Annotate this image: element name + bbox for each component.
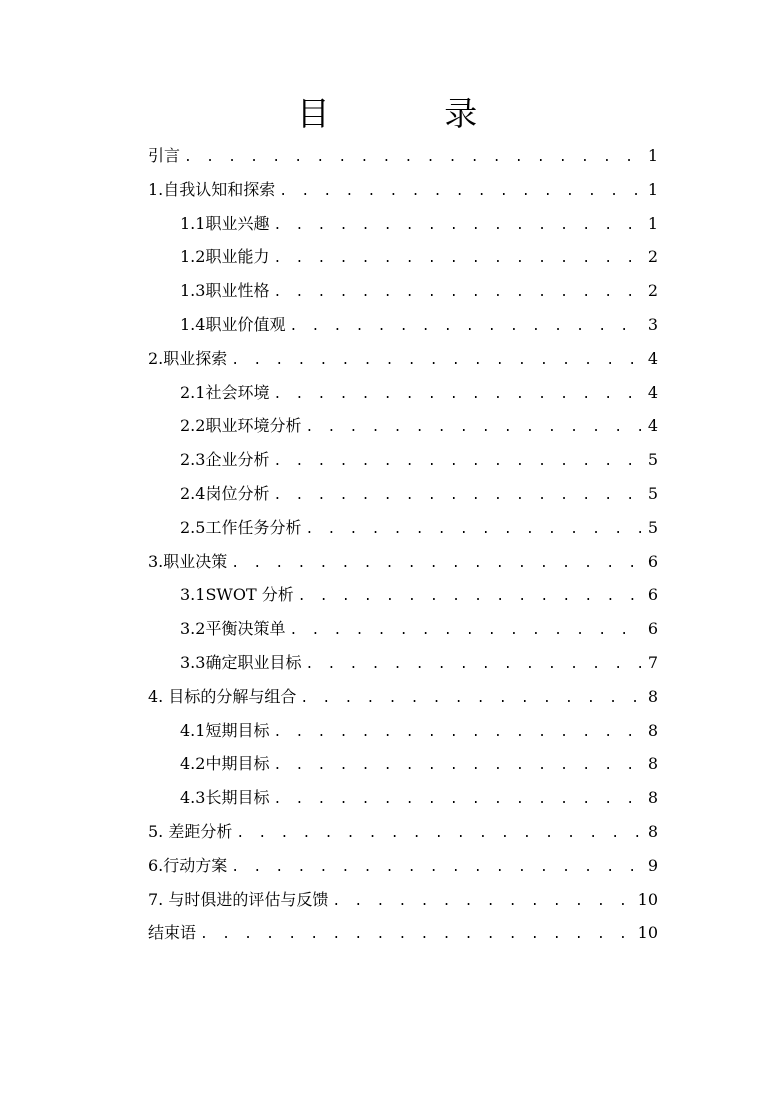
toc-entry-label: 1.自我认知和探索 — [148, 179, 276, 199]
toc-dot-leader — [231, 547, 644, 581]
toc-entry-page-number: 8 — [647, 821, 658, 841]
toc-entry-page-number: 8 — [647, 686, 658, 706]
toc-entry-label: 4.3长期目标 — [180, 788, 270, 808]
toc-dot-leader — [305, 648, 643, 682]
toc-dot-leader — [289, 614, 643, 648]
toc-entry-label: 6.行动方案 — [148, 855, 228, 875]
toc-entry-label: 1.2职业能力 — [180, 247, 270, 267]
toc-entry[interactable] — [148, 883, 658, 917]
toc-entry[interactable] — [148, 781, 658, 815]
toc-entry-page-number: 1 — [647, 146, 658, 165]
toc-entry-page-number: 2 — [647, 247, 658, 267]
toc-dot-leader — [273, 445, 643, 479]
toc-entry-label: 1.3职业性格 — [180, 281, 270, 301]
toc-entry-page-number: 8 — [647, 788, 658, 808]
toc-dot-leader — [200, 918, 634, 952]
toc-entry-page-number: 4 — [647, 416, 658, 436]
toc-entry[interactable] — [148, 815, 658, 849]
toc-entry-label: 2.4岗位分析 — [180, 483, 270, 503]
toc-entry-page-number: 1 — [647, 179, 658, 199]
toc-dot-leader — [273, 378, 643, 412]
toc-dot-leader — [273, 276, 643, 310]
toc-title: 目 录 — [296, 94, 530, 133]
toc-entry-page-number: 10 — [637, 889, 658, 909]
toc-dot-leader — [273, 209, 643, 243]
toc-entry-label: 引言 — [148, 146, 181, 165]
toc-entry-page-number: 4 — [647, 348, 658, 368]
toc-entry[interactable] — [148, 376, 658, 410]
toc-entry-label: 2.3企业分析 — [180, 450, 270, 470]
toc-entry[interactable] — [148, 747, 658, 781]
toc-entry-label: 4.1短期目标 — [180, 720, 270, 740]
toc-dot-leader — [279, 175, 644, 209]
toc-entry[interactable] — [148, 612, 658, 646]
toc-entry-page-number: 8 — [647, 720, 658, 740]
toc-dot-leader — [184, 141, 644, 175]
toc-entry[interactable] — [148, 409, 658, 443]
toc-entry-label: 5. 差距分析 — [148, 821, 233, 841]
toc-entry[interactable] — [148, 139, 658, 173]
toc-entry-page-number: 6 — [647, 551, 658, 571]
toc-entry-page-number: 6 — [647, 619, 658, 639]
toc-entry[interactable] — [148, 443, 658, 477]
toc-entry-page-number: 2 — [647, 281, 658, 301]
toc-entry[interactable] — [148, 646, 658, 680]
toc-entry[interactable] — [148, 207, 658, 241]
toc-entry-label: 1.4职业价值观 — [180, 314, 286, 334]
toc-dot-leader — [273, 749, 643, 783]
toc-entry[interactable] — [148, 342, 658, 376]
toc-entry-page-number: 5 — [647, 483, 658, 503]
toc-entry[interactable] — [148, 511, 658, 545]
toc-entry[interactable] — [148, 578, 658, 612]
toc-entry-page-number: 7 — [647, 652, 658, 672]
toc-entry-page-number: 6 — [647, 585, 658, 605]
toc-entry-label: 2.职业探索 — [148, 348, 228, 368]
toc-dot-leader — [231, 344, 644, 378]
toc-entry[interactable] — [148, 308, 658, 342]
toc-dot-leader — [273, 479, 643, 513]
toc-dot-leader — [305, 411, 643, 445]
toc-entry-label: 2.2职业环境分析 — [180, 416, 302, 436]
toc-entry-page-number: 10 — [637, 923, 658, 943]
toc-entry-label: 3.1SWOT 分析 — [180, 585, 294, 605]
toc-entry-label: 2.1社会环境 — [180, 382, 270, 402]
toc-entry[interactable] — [148, 240, 658, 274]
toc-entry-label: 1.1职业兴趣 — [180, 213, 270, 233]
toc-entry-label: 4. 目标的分解与组合 — [148, 686, 297, 706]
toc-entry[interactable] — [148, 477, 658, 511]
toc-dot-leader — [300, 682, 643, 716]
toc-entry-label: 3.3确定职业目标 — [180, 652, 302, 672]
toc-dot-leader — [231, 851, 644, 885]
toc-entry[interactable] — [148, 680, 658, 714]
toc-entry-label: 2.5工作任务分析 — [180, 517, 302, 537]
toc-entry[interactable] — [148, 545, 658, 579]
toc-dot-leader — [236, 817, 643, 851]
toc-entry-label: 结束语 — [148, 923, 197, 943]
toc-entry[interactable] — [148, 173, 658, 207]
toc-entry-page-number: 5 — [647, 450, 658, 470]
toc-dot-leader — [273, 783, 643, 817]
toc-dot-leader — [273, 242, 643, 276]
table-of-contents — [148, 139, 658, 950]
toc-entry-label: 3.职业决策 — [148, 551, 228, 571]
toc-dot-leader — [273, 716, 643, 750]
toc-entry-label: 4.2中期目标 — [180, 754, 270, 774]
toc-dot-leader — [332, 885, 633, 919]
toc-dot-leader — [298, 580, 644, 614]
toc-entry-page-number: 4 — [647, 382, 658, 402]
toc-dot-leader — [289, 310, 643, 344]
toc-entry-page-number: 8 — [647, 754, 658, 774]
toc-entry[interactable] — [148, 274, 658, 308]
toc-entry-page-number: 5 — [647, 517, 658, 537]
toc-entry[interactable] — [148, 916, 658, 950]
toc-entry[interactable] — [148, 849, 658, 883]
toc-dot-leader — [305, 513, 643, 547]
toc-entry-label: 7. 与时俱进的评估与反馈 — [148, 889, 329, 909]
toc-entry-page-number: 3 — [647, 314, 658, 334]
toc-entry-page-number: 1 — [647, 213, 658, 233]
toc-entry-page-number: 9 — [647, 855, 658, 875]
toc-entry[interactable] — [148, 714, 658, 748]
toc-entry-label: 3.2平衡决策单 — [180, 619, 286, 639]
